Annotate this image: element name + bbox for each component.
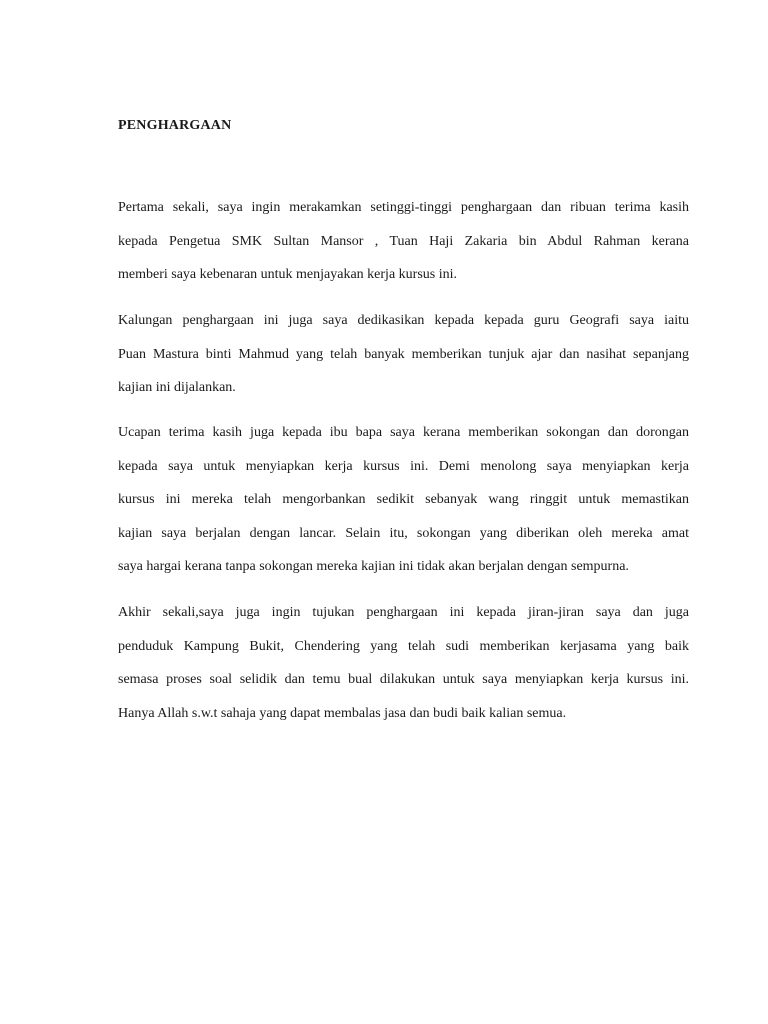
paragraph-line: kursus ini mereka telah mengorbankan sedikit sebanyak wang ringgit untuk memastikan — [118, 492, 689, 507]
paragraph-line: kepada saya untuk menyiapkan kerja kursus ini. Demi menolong saya menyiapkan kerja — [118, 458, 689, 474]
paragraph-line: saya hargai kerana tanpa sokongan mereka kajian ini tidak akan berjalan dengan sempurna. — [118, 559, 629, 574]
paragraph-line: memberi saya kebenaran untuk menjayakan kerja kursus ini. — [118, 267, 457, 282]
paragraph-line: Pertama sekali, saya ingin merakamkan setinggi-tinggi penghargaan dan ribuan terima kasih — [118, 200, 689, 215]
paragraph-line: kajian saya berjalan dengan lancar. Selain itu, sokongan yang diberikan oleh mereka amat — [118, 525, 689, 541]
paragraph-closing — [118, 596, 689, 730]
paragraph-opening — [118, 191, 689, 292]
paragraph-line: kajian ini dijalankan. — [118, 380, 236, 395]
paragraph-teacher — [118, 304, 689, 405]
paragraph-parents — [118, 416, 689, 584]
paragraph-line: Puan Mastura binti Mahmud yang telah banyak memberikan tunjuk ajar dan nasihat sepanjang — [118, 346, 689, 362]
paragraph-line: kepada Pengetua SMK Sultan Mansor , Tuan Haji Zakaria bin Abdul Rahman kerana — [118, 233, 689, 249]
paragraph-line: Hanya Allah s.w.t sahaja yang dapat membalas jasa dan budi baik kalian semua. — [118, 705, 567, 721]
paragraph-line: Kalungan penghargaan ini juga saya dedikasikan kepada kepada guru Geografi saya iaitu — [118, 313, 689, 328]
document-title: PENGHARGAAN — [118, 118, 232, 133]
paragraph-line: Akhir sekali,saya juga ingin tujukan penghargaan ini kepada jiran-jiran saya dan juga — [118, 605, 689, 620]
paragraph-line: semasa proses soal selidik dan temu bual dilakukan untuk saya menyiapkan kerja kursus ini. — [118, 672, 689, 687]
paragraph-line: penduduk Kampung Bukit, Chendering yang telah sudi memberikan kerjasama yang baik — [118, 638, 689, 654]
paragraph-line: Ucapan terima kasih juga kepada ibu bapa saya kerana memberikan sokongan dan dorongan — [118, 425, 689, 440]
